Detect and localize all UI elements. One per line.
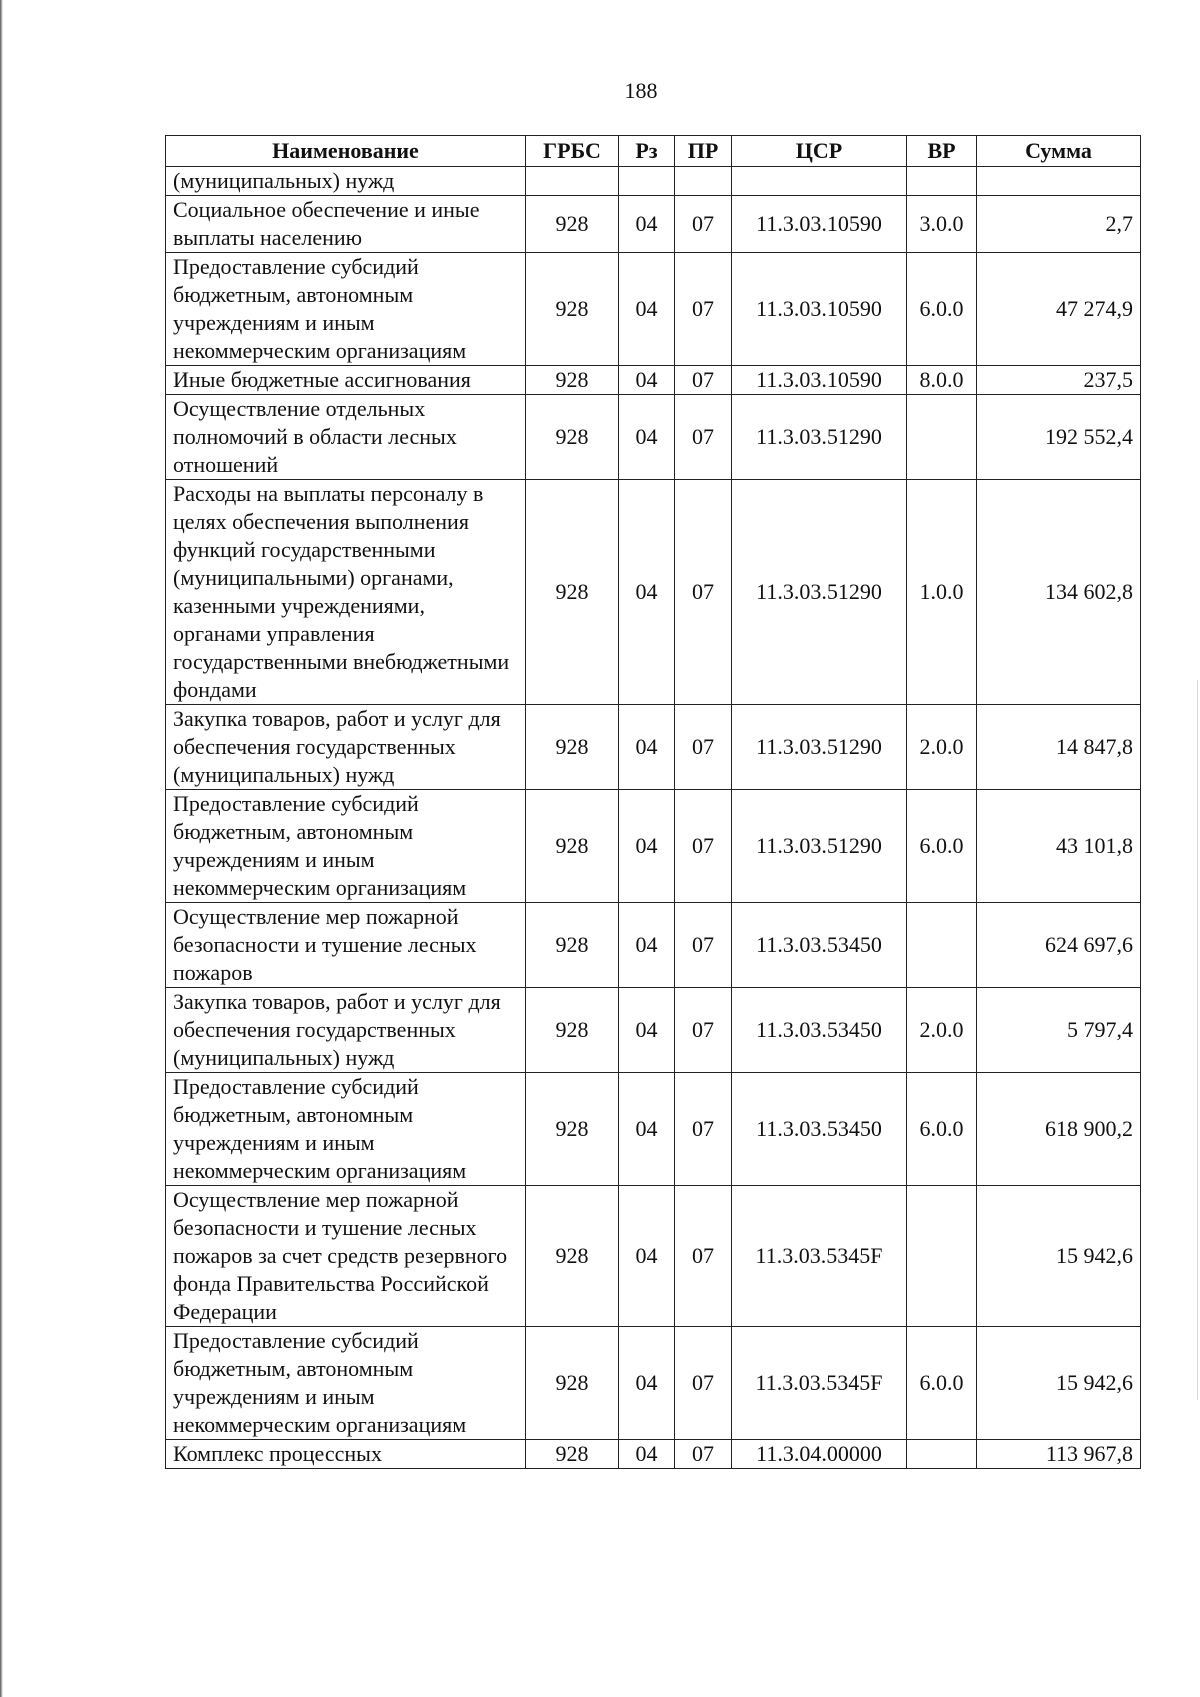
cell-grbs: 928: [526, 705, 619, 790]
cell-vr: [907, 903, 977, 988]
cell-grbs: 928: [526, 988, 619, 1073]
header-pr: ПР: [675, 136, 732, 167]
table-row: [166, 988, 1141, 1073]
cell-sum: 618 900,2: [977, 1073, 1141, 1186]
cell-sum: 2,7: [977, 196, 1141, 253]
cell-sum: 113 967,8: [977, 1440, 1141, 1469]
table-row: [166, 196, 1141, 253]
cell-name: Осуществление мер пожарной безопасности и тушение лесных пожаров за счет средств резервного фонда Правительства Российской Федерации: [166, 1186, 526, 1327]
table-row: [166, 705, 1141, 790]
cell-grbs: 928: [526, 253, 619, 366]
table-row: [166, 253, 1141, 366]
table-header-row: [166, 136, 1141, 167]
cell-pr: 07: [675, 705, 732, 790]
cell-vr: 6.0.0: [907, 1073, 977, 1186]
cell-name: Расходы на выплаты персоналу в целях обеспечения выполнения функций государственными (муниципальными) органами, казенными учреждениями, органами управления государственными внебюджетными фондами: [166, 480, 526, 705]
cell-rz: 04: [619, 1073, 675, 1186]
cell-name: Закупка товаров, работ и услуг для обеспечения государственных (муниципальных) нужд: [166, 705, 526, 790]
cell-csr: 11.3.03.10590: [732, 366, 907, 395]
cell-vr: 6.0.0: [907, 790, 977, 903]
cell-vr: 1.0.0: [907, 480, 977, 705]
cell-vr: 6.0.0: [907, 1327, 977, 1440]
cell-grbs: [526, 167, 619, 196]
cell-rz: 04: [619, 196, 675, 253]
table-row: [166, 480, 1141, 705]
scan-edge-shadow: [0, 0, 3, 1697]
cell-rz: 04: [619, 366, 675, 395]
header-vr: ВР: [907, 136, 977, 167]
cell-sum: 134 602,8: [977, 480, 1141, 705]
cell-sum: 15 942,6: [977, 1327, 1141, 1440]
cell-pr: 07: [675, 988, 732, 1073]
header-rz: Рз: [619, 136, 675, 167]
cell-pr: 07: [675, 1186, 732, 1327]
cell-pr: 07: [675, 1440, 732, 1469]
cell-vr: [907, 1440, 977, 1469]
cell-sum: 47 274,9: [977, 253, 1141, 366]
page-number: 188: [624, 78, 658, 103]
table-row: [166, 1186, 1141, 1327]
cell-pr: 07: [675, 480, 732, 705]
table-row: [166, 366, 1141, 395]
cell-pr: 07: [675, 1073, 732, 1186]
cell-rz: 04: [619, 903, 675, 988]
cell-pr: 07: [675, 903, 732, 988]
table-row: [166, 790, 1141, 903]
cell-rz: 04: [619, 1327, 675, 1440]
table-row: [166, 1440, 1141, 1469]
cell-name: Социальное обеспечение и иные выплаты населению: [166, 196, 526, 253]
cell-sum: 237,5: [977, 366, 1141, 395]
cell-name: Предоставление субсидий бюджетным, автономным учреждениям и иным некоммерческим организациям: [166, 1073, 526, 1186]
cell-vr: [907, 1186, 977, 1327]
cell-pr: 07: [675, 790, 732, 903]
cell-grbs: 928: [526, 1327, 619, 1440]
cell-sum: 5 797,4: [977, 988, 1141, 1073]
cell-name: Предоставление субсидий бюджетным, автономным учреждениям и иным некоммерческим организациям: [166, 253, 526, 366]
cell-csr: 11.3.03.51290: [732, 790, 907, 903]
cell-grbs: 928: [526, 1440, 619, 1469]
cell-name: Осуществление мер пожарной безопасности и тушение лесных пожаров: [166, 903, 526, 988]
cell-grbs: 928: [526, 903, 619, 988]
cell-sum: 43 101,8: [977, 790, 1141, 903]
cell-csr: 11.3.04.00000: [732, 1440, 907, 1469]
cell-rz: 04: [619, 790, 675, 903]
cell-csr: 11.3.03.5345F: [732, 1186, 907, 1327]
cell-csr: [732, 167, 907, 196]
cell-sum: 624 697,6: [977, 903, 1141, 988]
cell-name: Иные бюджетные ассигнования: [166, 366, 526, 395]
cell-name: Закупка товаров, работ и услуг для обеспечения государственных (муниципальных) нужд: [166, 988, 526, 1073]
cell-csr: 11.3.03.53450: [732, 1073, 907, 1186]
cell-csr: 11.3.03.51290: [732, 705, 907, 790]
cell-csr: 11.3.03.53450: [732, 903, 907, 988]
cell-pr: 07: [675, 395, 732, 480]
cell-rz: 04: [619, 480, 675, 705]
cell-vr: 2.0.0: [907, 988, 977, 1073]
cell-grbs: 928: [526, 480, 619, 705]
cell-vr: [907, 167, 977, 196]
header-grbs: ГРБС: [526, 136, 619, 167]
cell-rz: 04: [619, 1440, 675, 1469]
cell-grbs: 928: [526, 790, 619, 903]
table-row: [166, 903, 1141, 988]
cell-rz: [619, 167, 675, 196]
cell-grbs: 928: [526, 395, 619, 480]
cell-pr: 07: [675, 366, 732, 395]
cell-vr: 6.0.0: [907, 253, 977, 366]
cell-grbs: 928: [526, 1073, 619, 1186]
cell-csr: 11.3.03.51290: [732, 480, 907, 705]
cell-sum: 14 847,8: [977, 705, 1141, 790]
table-row: [166, 167, 1141, 196]
cell-csr: 11.3.03.53450: [732, 988, 907, 1073]
cell-rz: 04: [619, 988, 675, 1073]
cell-rz: 04: [619, 1186, 675, 1327]
cell-vr: 8.0.0: [907, 366, 977, 395]
cell-vr: 2.0.0: [907, 705, 977, 790]
cell-csr: 11.3.03.5345F: [732, 1327, 907, 1440]
table-row: [166, 395, 1141, 480]
cell-name: (муниципальных) нужд: [166, 167, 526, 196]
cell-name: Предоставление субсидий бюджетным, автономным учреждениям и иным некоммерческим организациям: [166, 1327, 526, 1440]
cell-grbs: 928: [526, 1186, 619, 1327]
cell-name: Осуществление отдельных полномочий в области лесных отношений: [166, 395, 526, 480]
cell-sum: 192 552,4: [977, 395, 1141, 480]
cell-pr: 07: [675, 196, 732, 253]
cell-sum: 15 942,6: [977, 1186, 1141, 1327]
header-name: Наименование: [166, 136, 526, 167]
scan-edge-line: [1197, 680, 1198, 1400]
cell-pr: 07: [675, 253, 732, 366]
header-sum: Сумма: [977, 136, 1141, 167]
cell-name: Комплекс процессных: [166, 1440, 526, 1469]
cell-vr: [907, 395, 977, 480]
cell-rz: 04: [619, 705, 675, 790]
cell-sum: [977, 167, 1141, 196]
table-row: [166, 1327, 1141, 1440]
cell-rz: 04: [619, 253, 675, 366]
cell-vr: 3.0.0: [907, 196, 977, 253]
header-csr: ЦСР: [732, 136, 907, 167]
cell-csr: 11.3.03.10590: [732, 196, 907, 253]
cell-name: Предоставление субсидий бюджетным, автономным учреждениям и иным некоммерческим организациям: [166, 790, 526, 903]
cell-grbs: 928: [526, 366, 619, 395]
table-row: [166, 1073, 1141, 1186]
cell-rz: 04: [619, 395, 675, 480]
cell-grbs: 928: [526, 196, 619, 253]
cell-pr: 07: [675, 1327, 732, 1440]
cell-csr: 11.3.03.10590: [732, 253, 907, 366]
cell-pr: [675, 167, 732, 196]
cell-csr: 11.3.03.51290: [732, 395, 907, 480]
budget-table: [165, 135, 1141, 1469]
